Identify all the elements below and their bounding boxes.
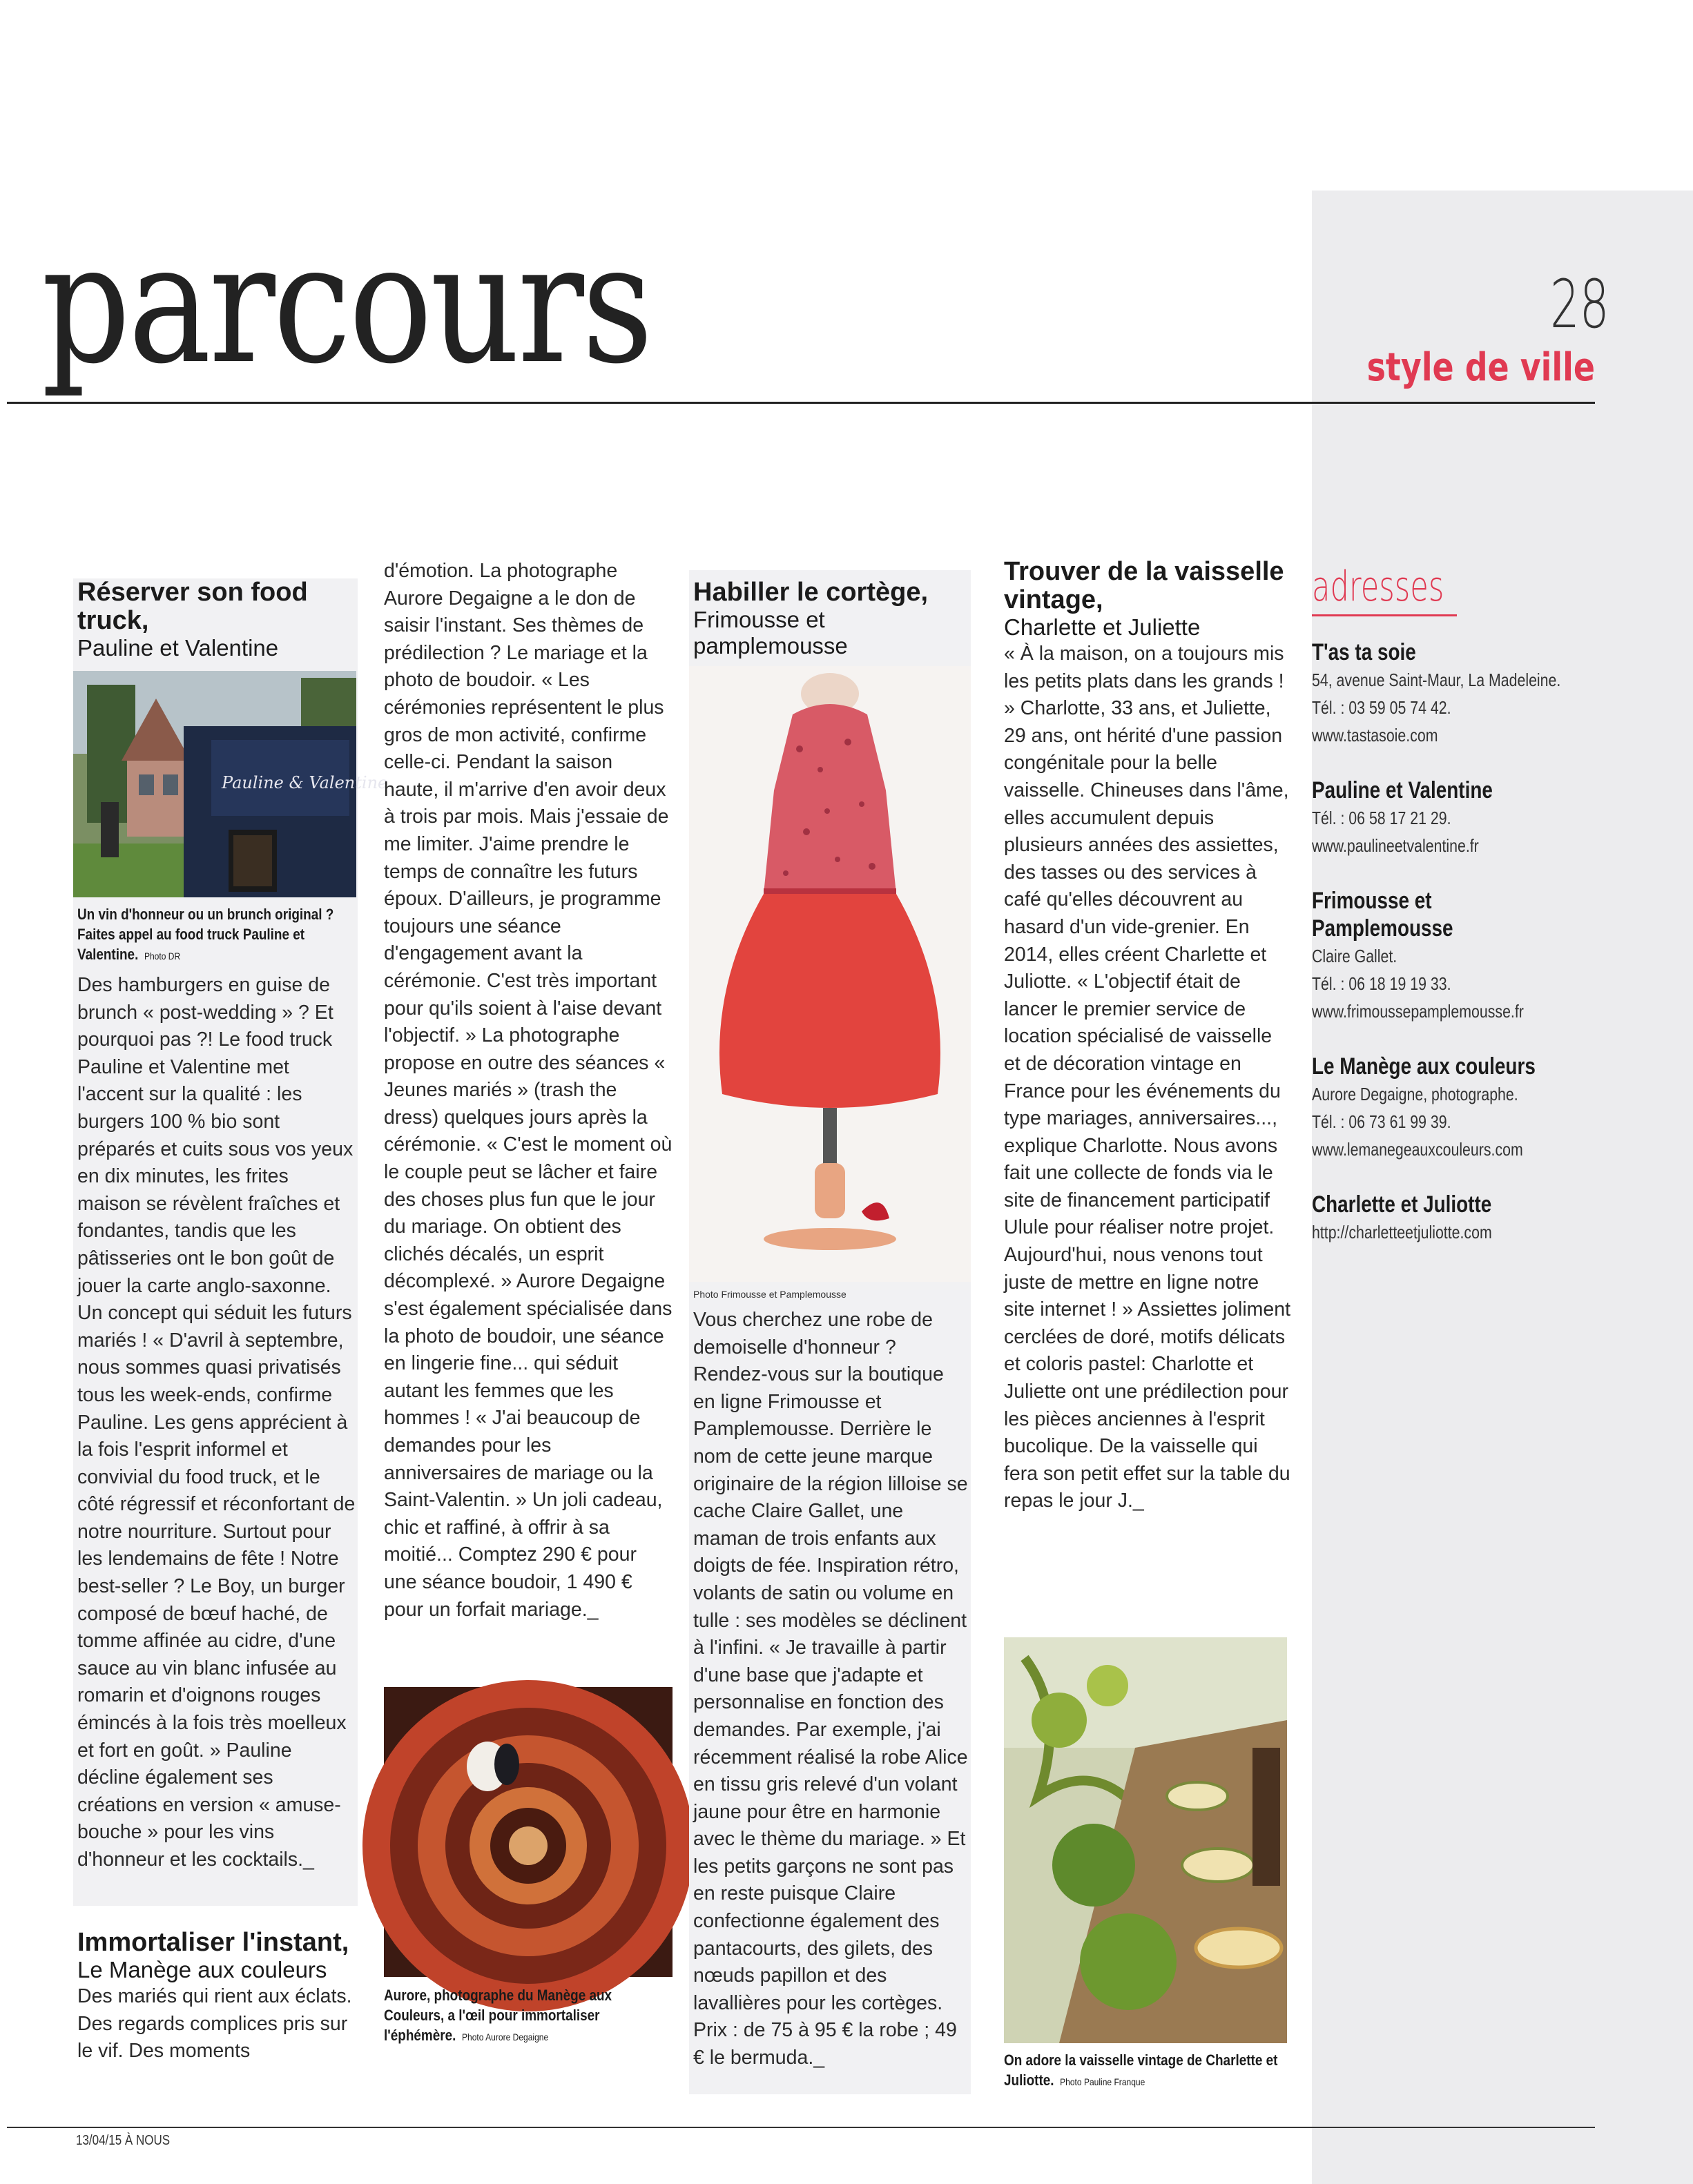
article-body-continued: d'émotion. La photographe Aurore Degaigne a le don de saisir l'instant. Ses thèmes de prédilection ? Le mariage et la photo de boudoir. « Les cérémonies représentent le plus gros de mon activité, confirme celle-ci. Pendant la saison haute, il m'arrive d'en avoir deux à trois par mois. Mais j'essaie de me limiter. J'aime prendre le temps de connaître les futurs époux. D'ailleurs, je programme toujours une séance d'engagement avant la cérémonie. C'est très important pour qu'ils soient à l'aise devant l'objectif. » La photographe propose en outre des séances « Jeunes mariés » (trash the dress) quelques jours après la cérémonie. « C'est le moment où le couple peut se lâcher et faire des choses plus fun que le jour du mariage. On obtient des clichés décalés, un esprit décomplexé. » Aurore Degaigne s'est également spécialisée dans la photo de boudoir, une séance en lingerie fine... qui séduit autant les femmes que les hommes ! « J'ai beaucoup de demandes pour les anniversaires de mariage ou la Saint-Valentin. » Un joli cadeau, chic et raffiné, à offrir à sa moitié... Comptez 290 € pour une séance boudoir, 1 490 € pour un forfait mariage._ xyxy=(384,560,673,1621)
adresses-list xyxy=(1312,638,1629,1274)
address-website-link[interactable]: www.lemanegeauxcouleurs.com xyxy=(1312,1139,1523,1160)
svg-text:Pauline & Valentine: Pauline & Valentine xyxy=(222,773,388,792)
article-heading: Immortaliser l'instant, xyxy=(77,1928,349,1957)
photo-credit: Photo Frimousse et Pamplemousse xyxy=(693,1289,846,1300)
staircase-photo-block xyxy=(384,1687,673,2047)
article-subheading: Charlette et Juliette xyxy=(1004,614,1201,640)
address-item xyxy=(1312,777,1629,859)
address-item xyxy=(1312,1191,1629,1246)
staircase-photo xyxy=(384,1687,673,1977)
article-body: Des hamburgers en guise de brunch « post-wedding » ? Et pourquoi pas ?! Le food truck Pauline et Valentine met l'accent sur la qualité : les burgers 100 % bio sont préparés et cuits sous vos yeux en dix minutes, les frites maison se révèlent fraîches et fondantes, tandis que les pâtisseries ont le bon goût de jouer la carte anglo-saxonne. Un concept qui séduit les futurs mariés ! « D'avril à septembre, nous sommes quasi privatisés tous les week-ends, confirme Pauline. Les gens apprécient à la fois l'esprit informel et convivial du food truck, et le côté régressif et réconfortant de notre nourriture. Surtout pour les lendemains de fête ! Notre best-seller ? Le Boy, un burger composé de bœuf haché, de tomme affinée au cidre, d'une sauce au vin blanc infusée au romarin et d'oignons rouges émincés à la fois très moelleux et fort en goût. » Pauline décline également ses créations en version « amuse-bouche » pour les vins d'honneur et les cocktails._ xyxy=(77,974,356,1871)
article-vaisselle xyxy=(1004,558,1293,1515)
masthead-rule xyxy=(7,402,1595,404)
address-line: Aurore Degaigne, photographe. xyxy=(1312,1084,1518,1104)
address-name: Pauline et Valentine xyxy=(1312,777,1493,803)
article-heading: Habiller le cortège, xyxy=(693,578,929,607)
address-name: Charlette et Juliotte xyxy=(1312,1191,1492,1218)
caption-text: Un vin d'honneur ou un brunch original ? Faites appel au food truck Pauline et Valentine. xyxy=(77,906,334,963)
article-heading: Réserver son food truck, xyxy=(77,578,308,635)
article-subheading: Pauline et Valentine xyxy=(77,635,279,661)
staircase-caption xyxy=(384,1985,672,2047)
article-subheading: Le Manège aux couleurs xyxy=(77,1957,327,1982)
address-name: T'as ta soie xyxy=(1312,639,1416,665)
address-phone: Tél. : 06 73 61 99 39. xyxy=(1312,1111,1451,1132)
table-photo xyxy=(1004,1637,1287,2043)
column-1 xyxy=(77,578,388,1874)
address-item xyxy=(1312,1053,1629,1163)
adresses-title: adresses xyxy=(1312,563,1444,611)
adresses-rule xyxy=(1312,614,1457,616)
address-phone: Tél. : 03 59 05 74 42. xyxy=(1312,697,1451,718)
address-website-link[interactable]: www.paulineetvalentine.fr xyxy=(1312,835,1479,856)
address-line: Claire Gallet. xyxy=(1312,946,1397,966)
address-website-link[interactable]: www.frimoussepamplemousse.fr xyxy=(1312,1001,1524,1022)
page-number: 28 xyxy=(1550,266,1609,343)
masthead-title: parcours xyxy=(41,207,651,400)
footer-rule xyxy=(7,2127,1595,2128)
food-truck-photo xyxy=(73,671,388,897)
photo-credit: Photo DR xyxy=(144,950,181,962)
article-cortege xyxy=(693,578,969,2072)
column-2 xyxy=(384,558,673,1624)
food-truck-caption xyxy=(77,904,356,966)
address-website-link[interactable]: http://charletteetjuliotte.com xyxy=(1312,1222,1492,1242)
article-heading: Trouver de la vaisselle vintage, xyxy=(1004,557,1284,614)
section-label: style de ville xyxy=(1366,345,1595,390)
caption-text: On adore la vaisselle vintage de Charlette et Juliotte. xyxy=(1004,2051,1278,2089)
address-item xyxy=(1312,887,1629,1025)
page-footer: 13/04/15 À NOUS xyxy=(76,2133,171,2148)
address-name: Le Manège aux couleurs xyxy=(1312,1053,1536,1080)
address-name: Frimousse et Pamplemousse xyxy=(1312,888,1453,942)
address-phone: Tél. : 06 58 17 21 29. xyxy=(1312,808,1451,828)
caption-text: Aurore, photographe du Manège aux Couleurs, a l'œil pour immortaliser l'éphémère. xyxy=(384,1987,612,2044)
article-subheading: Frimousse et pamplemousse xyxy=(693,607,848,659)
dress-photo xyxy=(689,666,965,1282)
table-photo-block xyxy=(1004,1637,1294,2092)
article-body: Vous cherchez une robe de demoiselle d'honneur ? Rendez-vous sur la boutique en ligne Frimousse et Pamplemousse. Derrière le nom de cette jeune marque originaire de la région lilloise se cache Claire Gallet, une maman de trois enfants aux doigts de fée. Inspiration rétro, volants de satin ou volume en tulle : ses modèles se déclinent à l'infini. « Je travaille à partir d'une base que j'adapte et personnalise en fonction des demandes. Par exemple, j'ai récemment réalisé la robe Alice en tissu gris relevé d'un volant jaune pour être en harmonie avec le thème du mariage. » Et les petits garçons ne sont pas en reste puisque Claire confectionne également des pantacourts, des gilets, des nœuds papillon et des lavallières pour les cortèges. Prix : de 75 à 95 € la robe ; 49 € le bermuda._ xyxy=(693,1309,968,2069)
article-body: « À la maison, on a toujours mis les petits plats dans les grands ! » Charlotte, 33 ans, et Juliette, 29 ans, ont hérité d'une passion congénitale pour la belle vaisselle. Chineuses dans l'âme, elles accumulent depuis plusieurs années des assiettes, des tasses ou des services à café qu'elles découvrent au hasard d'un vide-grenier. En 2014, elles créent Charlette et Juliotte. « L'objectif était de lancer le premier service de location spécialisé de vaisselle et de décoration vintage en France pour les événements du type mariages, anniversaires..., explique Charlotte. Nous avons fait une collecte de fonds via le site de financement participatif Ulule pour réaliser notre projet. Aujourd'hui, nous venons tout juste de mettre en ligne notre site internet ! » Assiettes joliment cerclées de doré, motifs délicats et coloris pastel: Charlotte et Juliette ont une prédilection pour les pièces anciennes à l'esprit bucolique. De la vaisselle qui fera son petit effet sur la table du repas le jour J._ xyxy=(1004,643,1291,1512)
photo-credit: Photo Pauline Franque xyxy=(1060,2076,1145,2087)
table-caption xyxy=(1004,2050,1293,2092)
address-phone: Tél. : 06 18 19 19 33. xyxy=(1312,973,1451,994)
address-website-link[interactable]: www.tastasoie.com xyxy=(1312,725,1438,745)
article-body-start: Des mariés qui rient aux éclats. Des regards complices pris sur le vif. Des moments xyxy=(77,1985,352,2063)
address-item xyxy=(1312,638,1629,749)
address-line: 54, avenue Saint-Maur, La Madeleine. xyxy=(1312,670,1561,690)
article-photographe xyxy=(77,1929,356,2065)
photo-credit: Photo Aurore Degaigne xyxy=(462,2031,549,2042)
